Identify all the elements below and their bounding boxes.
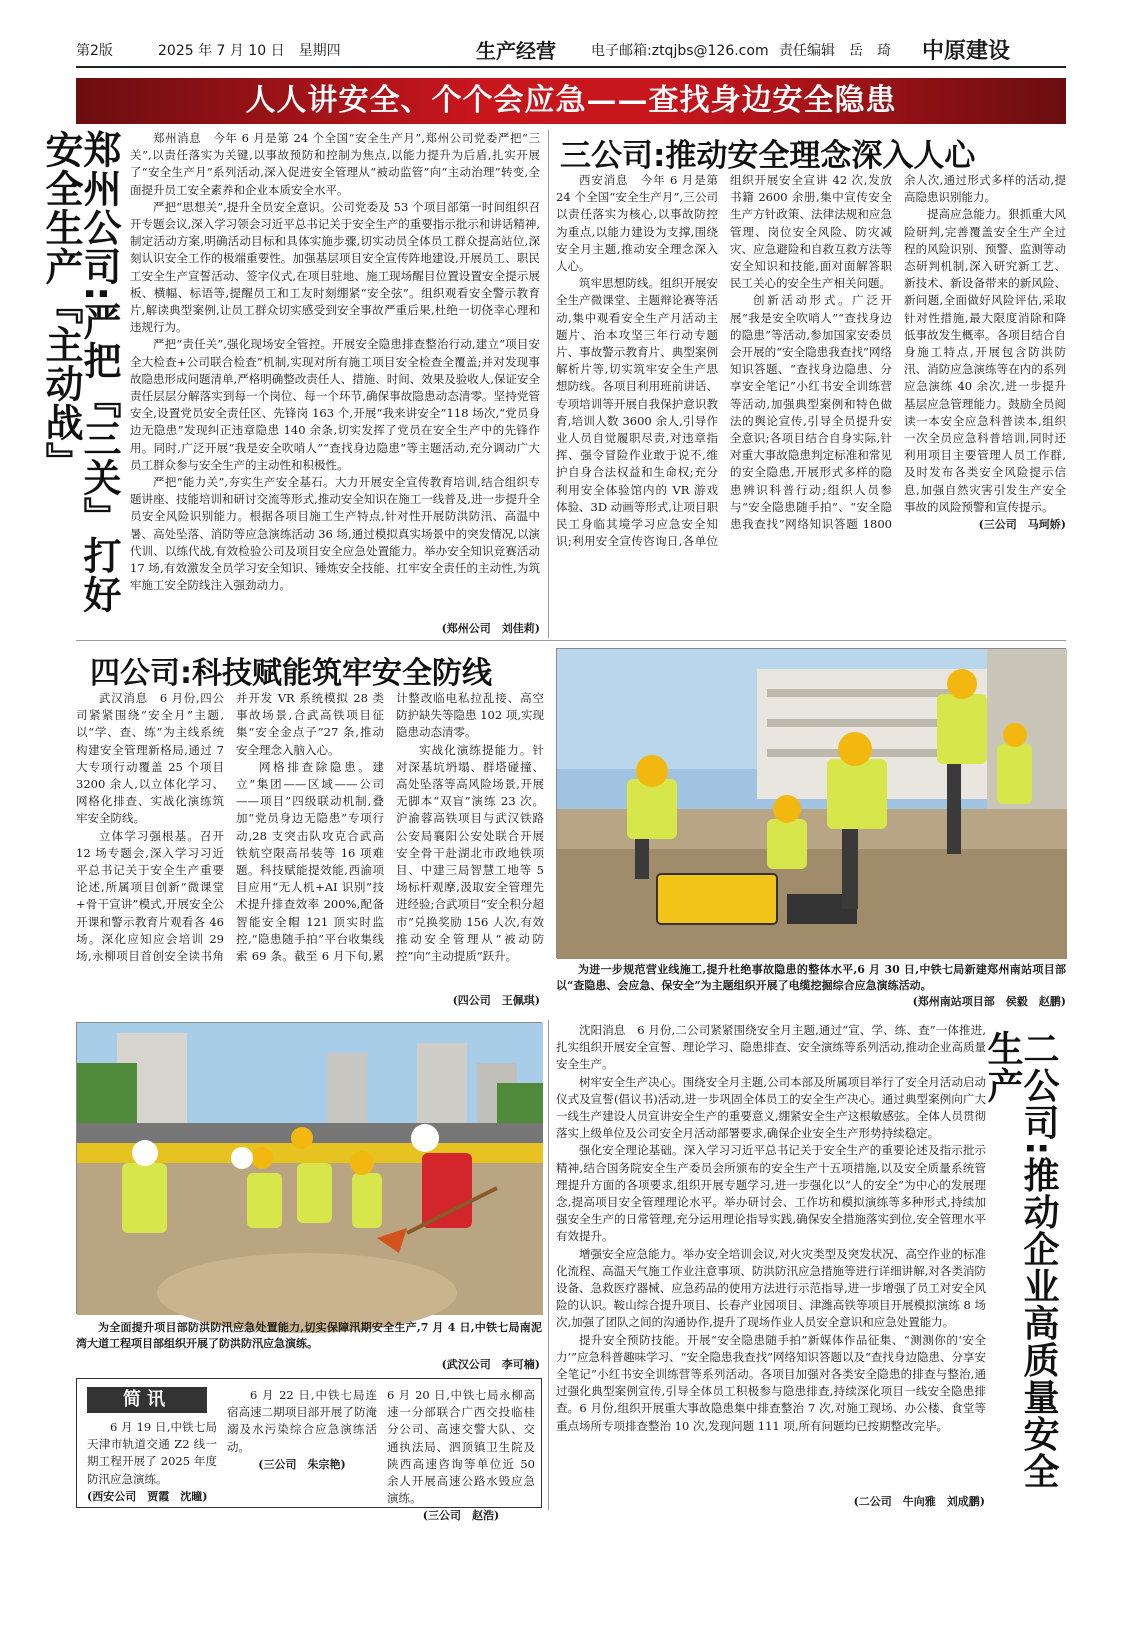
photo2-caption [76,1320,542,1352]
photo1-credit: (郑州南站项目部 侯毅 赵鹏) [912,995,1066,1008]
photo1-caption [556,962,1066,1010]
newspaper-logo: 中原建设 [922,38,1011,64]
contact-email: 电子邮箱:ztqjbs@126.com [591,43,769,59]
responsible-editor: 责任编辑 岳 琦 [779,43,891,59]
page-banner: 人人讲安全、个个会应急——查找身边安全隐患 [76,78,1066,124]
section-divider [76,640,1066,641]
ergongsi-byline: (二公司 牛向雅 刘成鹏) [853,1495,985,1508]
article-paragraph: 严把“能力关”,夯实生产安全基石。大力开展安全宣传教育培训,结合组织专题讲座、技能培训和研讨交流等形式,推动安全知识在施工一线普及,进一步提升全员安全风险识别能力。根据各项目施工生产特点,针对性开展防洪防汛、高温中暑、高处坠落、消防等应急演练活动 36 场,通过模拟真实场景中的突发情况,以演代训、以练代战,有效检验公司及项目安全应急处置能力。举办安全知识竞赛活动 17 场,有效激发全员学习安全知识、锤炼安全技能、扛牢安全责任的主动性,为筑牢施工安全防线注入强劲动力。 [130,475,540,593]
zhengzhou-byline: (郑州公司 刘佳莉) [441,622,540,635]
article-paragraph: 沈阳消息 6 月份,二公司紧紧围绕安全月主题,通过“宣、学、练、查”一体推进,扎实组织开展安全宣誓、理论学习、隐患排查、安全演练等系列活动,推动企业高质量安全生产。 [556,1023,986,1072]
article-paragraph: 武汉消息 6 月份,四公司紧紧围绕“安全月”主题,以“学、查、练”为主线系统构建安全管理新格局,通过 7 大专项行动覆盖 25 个项目 3200 余人,以立体化学习、网格化排查、实战化演练筑牢安全防线。 [76,691,224,826]
brief-item [227,1387,377,1505]
sangongsi-byline: (三公司 马珂娇) [978,518,1066,532]
photo2-credit: (武汉公司 李可楠) [441,1358,540,1371]
sangongsi-headline: 三公司:推动安全理念深入人心 [560,138,976,174]
sigongsi-article [76,690,544,990]
article-paragraph: 提升安全预防技能。开展“安全隐患随手拍”新媒体作品征集、“测测你的‘安全力’”应急科普趣味学习、“安全隐患我查找”网络知识答题以及“查找身边隐患、分享安全笔记”小红书安全训练营等系列活动。各项目加强对各类安全隐患的排查与整治,通过强化典型案例宣传,引导全体员工积极参与隐患排查,持续深化项目一线安全隐患排查。6 月份,组织开展重大事故隐患集中排查整治 7 次,对施工现场、办公楼、食堂等重点场所专项排查整治 10 次,发现问题 111 项,所有问题均已按期整改完毕。 [556,1332,986,1433]
masthead [76,34,1066,66]
article-paragraph: 立体学习强根基。召开 12 场专题会,深入学习习近平总书记关于安全生产重要论述,所属项目创新“微课堂+骨干宣讲”模式,开展安全公开课和警示教育片观看各 46 场。深化应知应会培训 29 场,永柳项目首创安全读书角并开发 VR 系统模拟 28 类事故场景,合武高铁项目征集“安全金点子”27 条,推动安全理念入脑入心。 [76,691,384,964]
issue-date: 2025 年 7 月 10 日 星期四 [158,43,341,59]
photo-illustration [77,1023,543,1315]
zhengzhou-article [130,130,540,620]
sangongsi-article [556,172,1066,638]
brief-credit: (西安公司 贾霞 沈曈) [87,1489,208,1503]
section-name: 生产经营 [476,39,556,63]
brief-text: 6 月 19 日,中铁七局天津市轨道交通 Z2 线一期工程开展了 2025 年度防汛应急演练。 [87,1420,217,1486]
photo-cable-excavation-drill [556,648,1066,958]
article-paragraph: 郑州消息 今年 6 月是第 24 个全国“安全生产月”,郑州公司党委严把“三关”,以责任落实为关键,以事故预防和控制为焦点,以能力提升为后盾,扎实开展了“安全生产月”系列活动,深入促进安全管理从“被动监管”向“主动治理”转变,全面提升员工安全素养和企业本质安全水平。 [130,131,540,197]
edition-number: 第2版 [76,43,113,59]
zhengzhou-headline: 郑州公司:严把『三关』打好安全生产『主动战』 [39,130,121,615]
brief-credit: (三公司 赵浩) [422,1509,500,1523]
column-divider [548,1020,549,1510]
sigongsi-headline: 四公司:科技赋能筑牢安全防线 [90,656,492,691]
article-paragraph: 树牢安全生产决心。围绕安全月主题,公司本部及所属项目举行了安全月活动启动仪式及宣誓(倡议书)活动,进一步巩固全体员工的安全生产决心。通过典型案例向广大一线生产建设人员宣讲安全生产的重要意义,绷紧安全生产这根敏感弦。全体人员贯彻落实上级单位及公司安全月活动部署要求,确保企业安全生产形势持续稳定。 [556,1074,986,1141]
briefs-tag: 简讯 [87,1387,207,1413]
article-paragraph: 提高应急能力。狠抓重大风险研判,完善覆盖安全生产全过程的风险识别、预警、监测等动态研判机制,深入研究新工艺、新技术、新设备带来的新风险、新问题,全面做好风险评估,采取针对性措施,最大限度消除和降低事故发生概率。各项目结合自身施工特点,开展包含防洪防汛、消防应急演练等在内的系列应急演练 40 余次,进一步提升基层应急管理能力。鼓励全员阅读一本安全应急科普读本,组织一次全员应急科普培训,同时还利用项目主要管理人员工作群,及时发布各类安全风险提示信息,加强自然灾害引发生产安全事故的风险预警和宣传提示。 [904,207,1066,514]
photo2-caption-text: 为全面提升项目部防洪防汛应急处置能力,切实保障汛期安全生产,7 月 4 日,中铁七局南泥湾大道工程项目部组织开展了防洪防汛应急演练。 [76,1321,542,1350]
article-paragraph: 筑牢思想防线。组织开展安全生产微课堂、主题辩论赛等活动,集中观看安全生产月活动主题片、治本攻坚三年行动专题片、事故警示教育片、典型案例解析片等,切实筑牢安全生产思想防线。各项目利用班前讲话、专项培训等开展自我保护意识教育,培训人数 3600 余人,引导作业人员自觉履职尽责,对违章指挥、强令冒险作业敢于说不,维护自身合法权益和生命权;充分利用安全体验馆内的 VR 游戏体验、3D 动画等形式,让项目职民工身临其境学习应急安全知识;利用安全宣传咨询日,各单位组织开展安全宣讲 42 次,发放书籍 2600 余册,集中宣传安全生产方针政策、法律法规和应急管理、岗位安全风险、防灾减灾、应急避险和自救互救方法等安全知识和技能,面对面解答职民工关心的安全生产相关问题。 [556,173,892,549]
ergongsi-headline: 二公司:推动企业高质量安全生产 [982,1030,1059,1490]
article-paragraph: 增强安全应急能力。举办安全培训会议,对火灾类型及突发状况、高空作业的标准化流程、高温天气施工作业注意事项、防洪防汛应急措施等进行详细讲解,对各类消防设备、急救医疗器械、应急药品的使用方法进行示范指导,进一步增强了员工对安全风险的认识。鞍山综合提升项目、长春产业园项目、津潍高铁等项目开展模拟演练 8 场次,加强了团队之间的沟通协作,提升了现场作业人员安全意识和应急处置能力。 [556,1246,986,1330]
photo-flood-control-drill [76,1022,542,1314]
brief-item [87,1419,217,1505]
masthead-rule [76,66,1066,68]
brief-credit: (三公司 朱宗艳) [258,1457,346,1471]
article-paragraph: 西安消息 今年 6 月是第 24 个全国“安全生产月”,三公司以责任落实为核心,以事故防控为重点,以能力建设为支撑,围绕安全月主题,推动安全理念深入人心。 [556,173,718,274]
article-paragraph: 强化安全理论基础。深入学习习近平总书记关于安全生产的重要论述及指示批示精神,结合国务院安全生产委员会所颁布的安全生产十五项措施,以及安全质量系统管理提升方面的各项要求,组织开展专题学习,进一步强化以“人的安全”为中心的发展理念,提高项目安全管理理论水平。举办研讨会、工作坊和模拟演练等多种形式,持续加强安全生产的日常管理,充分运用理论指导实践,确保安全措施落实到位,安全管理水平有效提升。 [556,1143,986,1244]
brief-item [387,1387,535,1523]
brief-text: 6 月 20 日,中铁七局永柳高速一分部联合广西交投临桂分公司、高速交警大队、交通执法局、泗顶镇卫生院及陕西高速咨询等单位近 50 余人开展高速公路水毁应急演练。 [387,1388,535,1506]
photo-illustration [557,649,1067,959]
article-paragraph: 创新活动形式。广泛开展“我是安全吹哨人”“查找身边的隐患”等活动,参加国家安委员会开展的“安全隐患我查找”网络知识答题、“查找身边隐患、分享安全笔记”小红书安全训练营等活动,加强典型案例和特色做法的舆论宣传,引导全员提升安全意识;各项目结合自身实际,针对重大事故隐患判定标准和常见的安全隐患,开展形式多样的隐患辨识科普行动;组织人员参与“安全隐患随手拍”、“安全隐患我查找”网络知识答题 1800 余人次,通过形式多样的活动,提高隐患识别能力。 [730,173,1066,532]
column-divider [548,130,549,638]
ergongsi-article [556,1022,986,1492]
article-paragraph: 严把“责任关”,强化现场安全管控。开展安全隐患排查整治行动,建立“项目安全大检查+公司联合检查”机制,实现对所有施工项目安全检查全覆盖;并对发现事故隐患形成问题清单,严格明确整改责任人、措施、时间、效果及验收人,保证安全责任层层分解落实到每一个岗位、每一个环节,确保事故隐患动态清零。坚持党管安全,设置党员安全责任区、先锋岗 163 个,开展“我来讲安全”118 场次,“党员身边无隐患”发现纠正违章隐患 140 余条,切实发挥了党员在安全生产中的先锋作用。同时,广泛开展“我是安全吹哨人”“查找身边隐患”等主题活动,充分调动广大员工群众参与安全生产的主动性和积极性。 [130,337,540,472]
article-paragraph: 严把“思想关”,提升全员安全意识。公司党委及 53 个项目部第一时间组织召开专题会议,深入学习领会习近平总书记关于安全生产的重要指示批示和讲话精神,制定活动方案,明确活动目标和具体实施步骤,切实动员全体员工群众提高站位,深刻认识安全工作的极端重要性。加强基层项目安全宣传阵地建设,开展员工、职民工安全生产宣誓活动、签字仪式,在项目驻地、施工现场醒目位置设置安全提示展板、横幅、标语等,提醒员工和工友时刻绷紧“安全弦”。组织观看安全警示教育片,解读典型案例,让员工群众切实感受到安全事故严重后果,杜绝一切侥幸心理和违规行为。 [130,199,540,335]
sigongsi-byline: (四公司 王佩琪) [452,994,540,1007]
photo1-caption-text: 为进一步规范营业线施工,提升杜绝事故隐患的整体水平,6 月 30 日,中铁七局新建郑州南站项目部以“查隐患、会应急、保安全”为主题组织开展了电缆挖掘综合应急演练活动。 [556,963,1066,992]
article-paragraph: 网格排查除隐患。建立“集团——区域——公司——项目”四级联动机制,叠加“党员身边无隐患”专项行动,28 支突击队攻克合武高铁航空限高吊装等 16 项难题。科技赋能提效能,西渝项目应用“无人机+AI 识别”技术提升排查效率 200%,配备智能安全帽 121 顶实时监控,“隐患随手拍”平台收集线索 69 条。截至 6 月下旬,累计整改临电私拉乱接、高空防护缺失等隐患 102 项,实现隐患动态清零。 [236,691,544,964]
brief-text: 6 月 22 日,中铁七局连宿高速二期项目部开展了防淹溺及水污染综合应急演练活动。 [227,1388,377,1454]
briefs-box [76,1378,542,1523]
article-paragraph: 实战化演练提能力。针对深基坑坍塌、群塔碰撞、高处坠落等高风险场景,开展无脚本“双盲”演练 23 次。沪渝蓉高铁项目与武汉铁路公安局襄阳公安处联合开展安全骨干赴湖北市政地铁项目、中建三局智慧工地等 5 场标杆观摩,汲取安全管理先进经验;合武项目“安全积分超市”兑换奖励 156 人次,有效推动安全管理从“被动防控”向“主动提质”跃升。 [396,742,544,964]
